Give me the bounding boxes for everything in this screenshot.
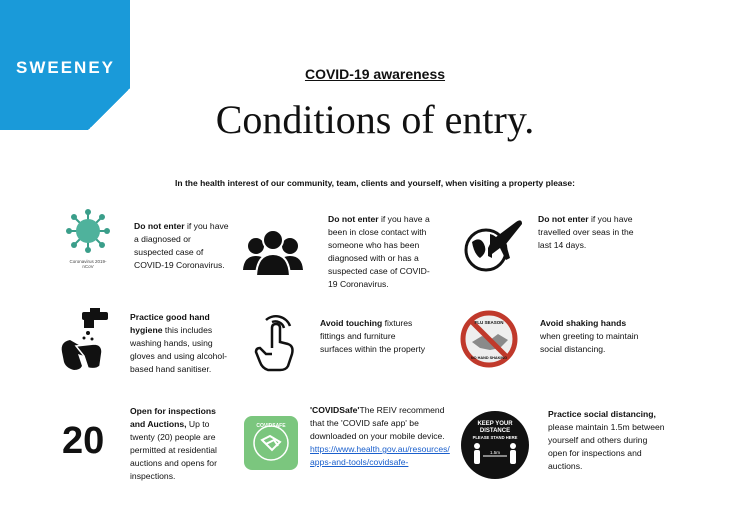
item-text: if you have a been in close contact with someone who has been diagnosed with or has a suspected case of COVID-19 Coronavirus. — [328, 214, 430, 289]
page-title: Conditions of entry. — [215, 97, 535, 142]
keep-distance-icon — [460, 410, 530, 480]
sign-bottom-text: NO HAND SHAKING — [470, 356, 508, 360]
item-open-inspections — [130, 405, 226, 483]
item-no-handshake — [540, 317, 640, 356]
item-avoid-touching — [320, 317, 430, 356]
item-bold: Practice good hand hygiene — [130, 312, 210, 335]
item-hand-hygiene — [130, 311, 234, 376]
touch-finger-icon — [250, 308, 296, 372]
sign-line3: PLEASE STAND HERE — [472, 435, 518, 440]
no-handshake-icon — [460, 310, 518, 368]
hand-washing-icon — [60, 308, 112, 372]
covidsafe-app-icon — [244, 416, 298, 470]
covidsafe-label: COVIDSAFE — [256, 423, 286, 429]
item-bold: Open for inspections and Auctions, — [130, 406, 216, 429]
item-bold: 'COVIDSafe' — [310, 405, 360, 415]
item-bold: Avoid touching — [320, 318, 383, 328]
item-bold: Do not enter — [538, 214, 589, 224]
item-text: if you have travelled over seas in the last 14 days. — [538, 214, 634, 250]
sign-line2: DISTANCE — [479, 428, 511, 434]
item-text: if you have a diagnosed or suspected case of COVID-19 Coronavirus. — [134, 221, 229, 270]
item-bold: Do not enter — [134, 221, 185, 231]
item-text: The REIV recommend that the 'COVID safe app' be downloaded on your mobile device. — [310, 405, 445, 441]
item-no-entry-diagnosed — [134, 220, 232, 272]
covidsafe-link[interactable]: https://www.health.gov.au/resources/apps-and-tools/covidsafe- — [310, 444, 450, 467]
intro-text: In the health interest of our community, team, clients and yourself, when visiting a property please: — [175, 178, 575, 188]
item-text: please maintain 1.5m between yourself and others during open for inspections and auctions. — [548, 422, 665, 471]
brand-name: SWEENEY — [16, 58, 116, 77]
sign-top-text: FLU SEASON — [474, 320, 504, 325]
page-heading: COVID-19 awareness — [304, 66, 446, 82]
globe-plane-icon — [462, 214, 524, 276]
item-text: Up to twenty (20) people are permitted at residential auctions and opens for inspections. — [130, 419, 217, 481]
coronavirus-icon — [66, 208, 110, 268]
people-group-icon — [242, 226, 304, 278]
item-covidsafe — [310, 404, 450, 469]
sign-line1: KEEP YOUR — [477, 421, 513, 427]
item-text: fixtures fittings and furniture surfaces within the property — [320, 318, 426, 354]
item-bold: Do not enter — [328, 214, 379, 224]
item-social-distancing — [548, 408, 666, 473]
item-text: this includes washing hands, using gloves and using alcohol-based hand sanitiser. — [130, 325, 227, 374]
sign-gap: 1.5m — [489, 450, 501, 455]
item-bold: Avoid shaking hands — [540, 318, 627, 328]
item-no-entry-travel — [538, 213, 648, 252]
virus-caption: Coronavirus 2019-nCoV — [69, 259, 107, 269]
item-bold: Practice social distancing, — [548, 409, 656, 419]
number-twenty: 20 — [62, 420, 105, 462]
item-text: when greeting to maintain social distancing. — [540, 331, 639, 354]
item-no-entry-contact — [328, 213, 438, 291]
